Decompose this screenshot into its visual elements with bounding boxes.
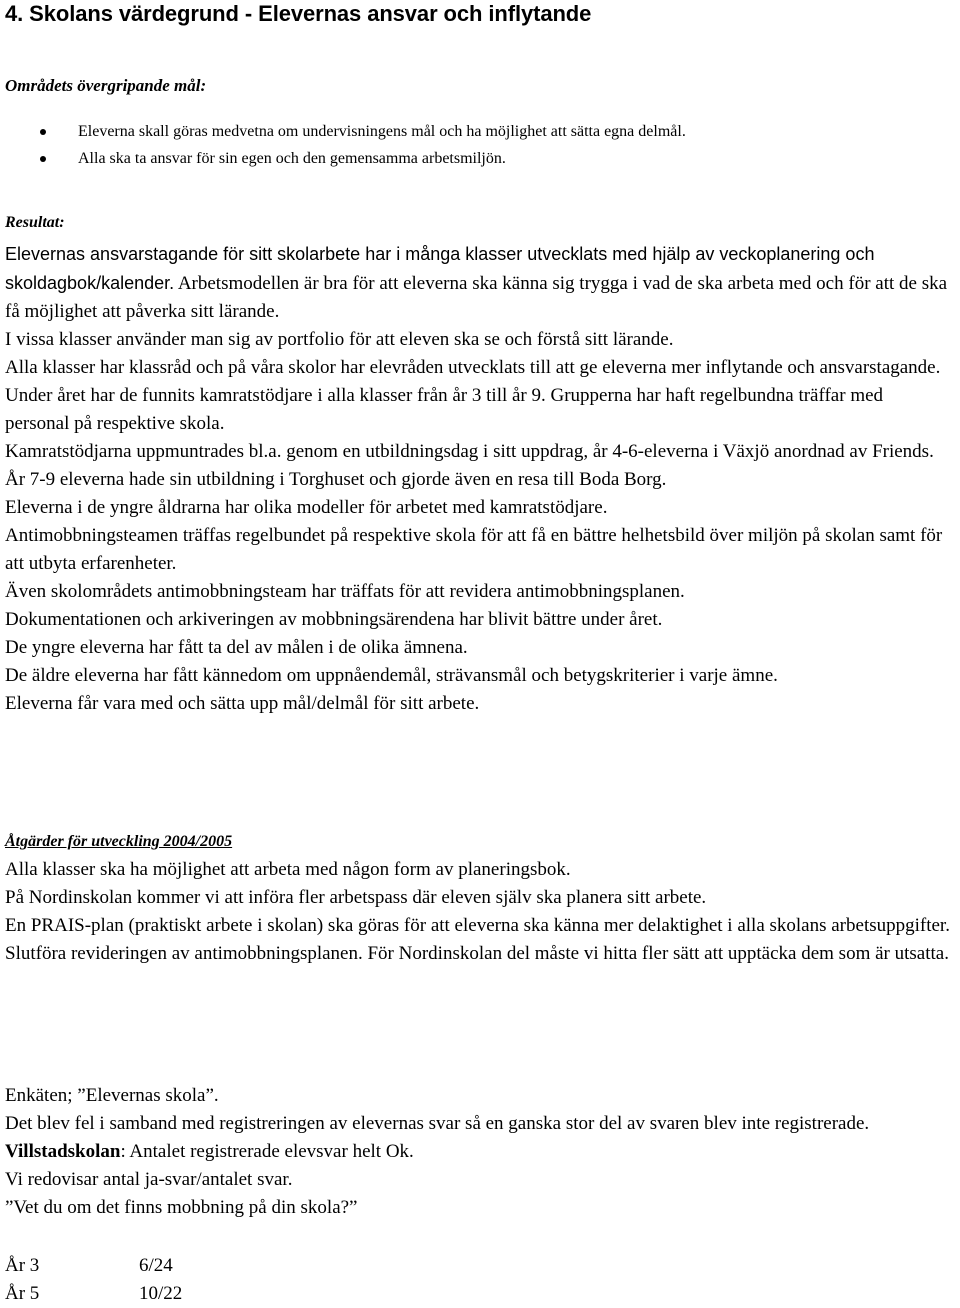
goal-text: Eleverna skall göras medvetna om undervisningens mål och ha möjlighet att sätta egna delmål. <box>78 123 686 140</box>
result-intro: Elevernas ansvarstagande för sitt skolarbete har i många klasser utvecklats med hjälp av veckoplanering och skoldagbok/kalender. <box>5 244 875 293</box>
result-intro-tail: Arbetsmodellen är bra för att eleverna ska känna sig trygga i vad de ska arbeta med och för att de ska få möjlighet att påverka sitt lärande. <box>5 273 948 322</box>
goal-item <box>5 145 686 172</box>
result-intro-paragraph <box>5 240 950 326</box>
action-item: En PRAIS-plan (praktiskt arbete i skolan) ska göras för att eleverna ska känna mer delaktighet i alla skolans arbetsuppgifter. <box>5 915 950 936</box>
value-cell: 6/24 <box>139 1255 173 1276</box>
year-cell: År 3 <box>5 1255 40 1276</box>
survey-school-line <box>5 1138 950 1166</box>
result-label: Resultat: <box>5 214 65 231</box>
survey-section <box>5 1082 950 1222</box>
result-line: Kamratstödjarna uppmuntrades bl.a. genom en utbildningsdag i sitt uppdrag, år 4-6-eleverna i Växjö anordnad av Friends. År 7-9 eleverna hade sin utbildning i Torghuset och gjorde även en resa till Boda Borg. <box>5 441 934 490</box>
goals-label: Områdets övergripande mål: <box>5 76 207 95</box>
result-line: Antimobbningsteamen träffas regelbundet på respektive skola för att få en bättre helhetsbild över miljön på skolan samt för att utbyta erfarenheter. <box>5 525 943 574</box>
value-cell: 10/22 <box>139 1283 183 1304</box>
result-line: Dokumentationen och arkiveringen av mobbningsärendena har blivit bättre under året. <box>5 609 663 630</box>
result-line: De äldre eleverna har fått kännedom om uppnåendemål, strävansmål och betygskriterier i varje ämne. <box>5 665 778 686</box>
result-line: I vissa klasser använder man sig av portfolio för att eleven ska se och förstå sitt lärande. <box>5 329 674 350</box>
school-text: : Antalet registrerade elevsvar helt Ok. <box>120 1141 414 1162</box>
year-cell: År 5 <box>5 1283 40 1304</box>
bullet-icon <box>40 129 46 135</box>
result-line: Alla klasser har klassråd och på våra skolor har elevråden utvecklats till att ge eleverna mer inflytande och ansvarstagande. <box>5 357 941 378</box>
result-section <box>5 240 950 718</box>
table-row <box>5 1280 182 1308</box>
goal-text: Alla ska ta ansvar för sin egen och den gemensamma arbetsmiljön. <box>78 150 506 167</box>
result-line: Eleverna får vara med och sätta upp mål/delmål för sitt arbete. <box>5 693 480 714</box>
bullet-icon <box>40 156 46 162</box>
actions-section <box>5 856 950 968</box>
result-line: De yngre eleverna har fått ta del av målen i de olika ämnena. <box>5 637 468 658</box>
result-line: Eleverna i de yngre åldrarna har olika modeller för arbetet med kamratstödjare. <box>5 497 608 518</box>
section-heading: 4. Skolans värdegrund - Elevernas ansvar och inflytande <box>5 1 592 26</box>
table-row <box>5 1252 182 1280</box>
survey-note: Det blev fel i samband med registreringen av elevernas svar så en ganska stor del av svaren blev inte registrerade. <box>5 1113 870 1134</box>
result-line: Även skolområdets antimobbningsteam har träffats för att revidera antimobbningsplanen. <box>5 581 685 602</box>
result-line: Under året har de funnits kamratstödjare i alla klasser från år 3 till år 9. Grupperna har haft regelbundna träffar med personal på respektive skola. <box>5 385 884 434</box>
survey-results-table <box>5 1252 182 1308</box>
school-name: Villstadskolan <box>5 1141 121 1162</box>
action-item: På Nordinskolan kommer vi att införa fler arbetspass där eleven själv ska planera sitt arbete. <box>5 887 707 908</box>
survey-method: Vi redovisar antal ja-svar/antalet svar. <box>5 1169 293 1190</box>
action-item: Alla klasser ska ha möjlighet att arbeta med någon form av planeringsbok. <box>5 859 571 880</box>
action-item: Slutföra revideringen av antimobbningsplanen. För Nordinskolan del måste vi hitta fler sätt att upptäcka dem som är utsatta. <box>5 943 949 964</box>
goal-item <box>5 118 686 145</box>
actions-label: Åtgärder för utveckling 2004/2005 <box>5 833 233 850</box>
survey-question: ”Vet du om det finns mobbning på din skola?” <box>5 1197 358 1218</box>
survey-title: Enkäten; ”Elevernas skola”. <box>5 1085 219 1106</box>
goals-list <box>5 118 686 172</box>
